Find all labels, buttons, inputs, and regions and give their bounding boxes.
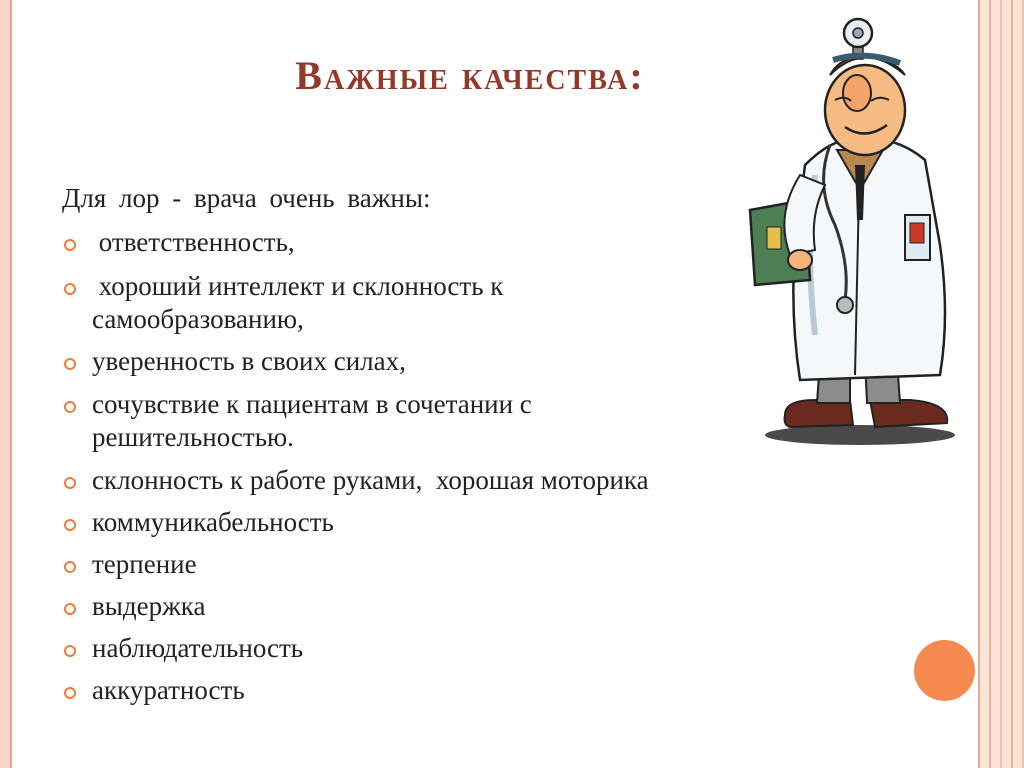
bullet-icon [64, 358, 76, 370]
bullet-icon [64, 519, 76, 531]
bullet-icon [64, 239, 76, 251]
bullet-icon [64, 401, 76, 413]
bullet-icon [64, 561, 76, 573]
qualities-list [62, 226, 862, 707]
bullet-icon [64, 477, 76, 489]
list-item: выдержка [62, 590, 862, 623]
doctor-illustration [745, 15, 960, 455]
left-border-frame [0, 0, 12, 768]
intro-text: Для лор - врача очень важны: [62, 183, 431, 213]
list-item: склонность к работе руками, хорошая моторика [62, 464, 862, 497]
bullet-icon [64, 603, 76, 615]
list-item: ответственность, [62, 226, 862, 259]
decorative-circle [914, 640, 975, 701]
list-item: хороший интеллект и склонность к самообразованию, [62, 270, 862, 336]
list-item: уверенность в своих силах, [62, 345, 862, 378]
list-item: терпение [62, 548, 862, 581]
slide-title: Важные качества: [295, 53, 645, 98]
right-border-frame [980, 0, 1024, 768]
bullet-icon [64, 645, 76, 657]
list-item: наблюдательность [62, 632, 862, 665]
bullet-icon [64, 283, 76, 295]
bullet-icon [64, 687, 76, 699]
list-item: аккуратность [62, 674, 862, 707]
list-item: сочувствие к пациентам в сочетании с решительностью. [62, 388, 862, 454]
list-item: коммуникабельность [62, 506, 862, 539]
